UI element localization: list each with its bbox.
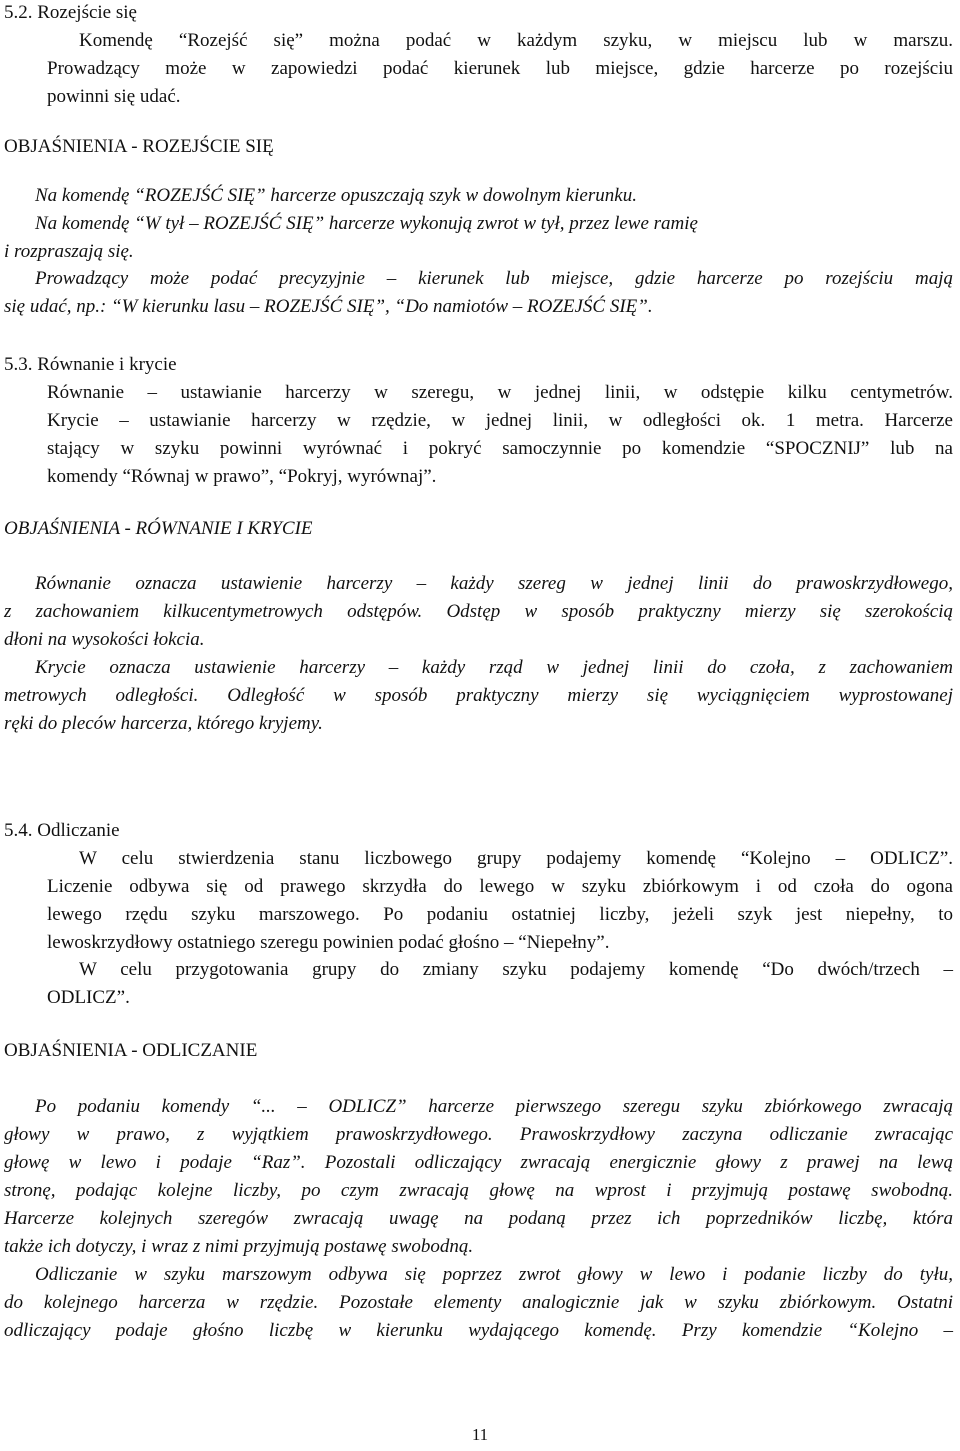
section-heading-5-3: 5.3. Równanie i krycie bbox=[4, 354, 177, 375]
paragraph-line: lewoskrzydłowy ostatniego szeregu powinien podać głośno – “Niepełny”. bbox=[47, 932, 610, 953]
paragraph-line: stający w szyku powinni wyrównać i pokryć samoczynnie po komendzie “SPOCZNIJ” lub na bbox=[47, 438, 953, 459]
section-heading-5-4: 5.4. Odliczanie bbox=[4, 820, 120, 841]
paragraph-line: Krycie – ustawianie harcerzy w rzędzie, w jednej linii, w odległości ok. 1 metra. Harcerze bbox=[47, 410, 953, 431]
explanation-line: Harcerze kolejnych szeregów zwracają uwagę na podaną przez ich poprzedników liczbę, która bbox=[4, 1208, 953, 1229]
explanation-line: Prowadzący może podać precyzyjnie – kierunek lub miejsce, gdzie harcerze po rozejściu mają bbox=[35, 268, 953, 289]
explanation-line: Krycie oznacza ustawienie harcerzy – każdy rząd w jednej linii do czoła, z zachowaniem bbox=[35, 657, 953, 678]
paragraph-line: W celu przygotowania grupy do zmiany szyku podajemy komendę “Do dwóch/trzech – bbox=[79, 959, 953, 980]
explanation-line: Równanie oznacza ustawienie harcerzy – każdy szereg w jednej linii do prawoskrzydłowego, bbox=[35, 573, 953, 594]
paragraph-line: Prowadzący może w zapowiedzi podać kierunek lub miejsce, gdzie harcerze po rozejściu bbox=[47, 58, 953, 79]
explanation-line: ręki do pleców harcerza, którego kryjemy. bbox=[4, 713, 323, 734]
explanation-line: się udać, np.: “W kierunku lasu – ROZEJŚĆ SIĘ”, “Do namiotów – ROZEJŚĆ SIĘ”. bbox=[4, 296, 653, 317]
explanation-line: głowy w prawo, z wyjątkiem prawoskrzydłowego. Prawoskrzydłowy zaczyna odliczanie zwracając bbox=[4, 1124, 953, 1145]
explanation-line: także ich dotyczy, i wraz z nimi przyjmują postawę swobodną. bbox=[4, 1236, 474, 1257]
paragraph-line: Komendę “Rozejść się” można podać w każdym szyku, w miejscu lub w marszu. bbox=[79, 30, 953, 51]
paragraph-line: Liczenie odbywa się od prawego skrzydła do lewego w szyku zbiórkowym i od czoła do ogona bbox=[47, 876, 953, 897]
explanation-line: stronę, podając kolejne liczby, po czym zwracają głowę na wprost i przyjmują postawę swobodną. bbox=[4, 1180, 953, 1201]
paragraph-line: W celu stwierdzenia stanu liczbowego grupy podajemy komendę “Kolejno – ODLICZ”. bbox=[79, 848, 953, 869]
explanation-line: głowę w lewo i podaje “Raz”. Pozostali odliczający zwracają energicznie głowy z prawej na lewą bbox=[4, 1152, 953, 1173]
paragraph-line: Równanie – ustawianie harcerzy w szeregu, w jednej linii, w odstępie kilku centymetrów. bbox=[47, 382, 953, 403]
explanation-line: i rozpraszają się. bbox=[4, 241, 134, 262]
explanation-line: z zachowaniem kilkucentymetrowych odstępów. Odstęp w sposób praktyczny mierzy się szerokością bbox=[4, 601, 953, 622]
explanation-line: Na komendę “W tył – ROZEJŚĆ SIĘ” harcerze wykonują zwrot w tył, przez lewe ramię bbox=[35, 213, 698, 234]
explanation-heading-rownanie: OBJAŚNIENIA - RÓWNANIE I KRYCIE bbox=[4, 518, 313, 539]
explanation-line: odliczający podaje głośno liczbę w kierunku wydającego komendę. Przy komendzie “Kolejno – bbox=[4, 1320, 953, 1341]
page-number: 11 bbox=[471, 1425, 489, 1444]
explanation-line: Na komendę “ROZEJŚĆ SIĘ” harcerze opuszczają szyk w dowolnym kierunku. bbox=[35, 185, 637, 206]
explanation-heading-odliczanie: OBJAŚNIENIA - ODLICZANIE bbox=[4, 1040, 258, 1061]
paragraph-line: powinni się udać. bbox=[47, 86, 181, 107]
explanation-line: metrowych odległości. Odległość w sposób praktyczny mierzy się wyciągnięciem wyprostowanej bbox=[4, 685, 953, 706]
section-heading-5-2: 5.2. Rozejście się bbox=[4, 2, 137, 23]
paragraph-line: ODLICZ”. bbox=[47, 987, 130, 1008]
paragraph-line: komendy “Równaj w prawo”, “Pokryj, wyrównaj”. bbox=[47, 466, 437, 487]
explanation-line: Po podaniu komendy “... – ODLICZ” harcerze pierwszego szeregu szyku zbiórkowego zwracają bbox=[35, 1096, 953, 1117]
explanation-line: dłoni na wysokości łokcia. bbox=[4, 629, 205, 650]
explanation-line: do kolejnego harcerza w rzędzie. Pozostałe elementy analogicznie jak w szyku zbiórkowym. Ostatni bbox=[4, 1292, 953, 1313]
paragraph-line: lewego rzędu szyku marszowego. Po podaniu ostatniej liczby, jeżeli szyk jest niepełny, to bbox=[47, 904, 953, 925]
explanation-line: Odliczanie w szyku marszowym odbywa się poprzez zwrot głowy w lewo i podanie liczby do tyłu, bbox=[35, 1264, 953, 1285]
explanation-heading-rozejscie: OBJAŚNIENIA - ROZEJŚCIE SIĘ bbox=[4, 136, 274, 157]
